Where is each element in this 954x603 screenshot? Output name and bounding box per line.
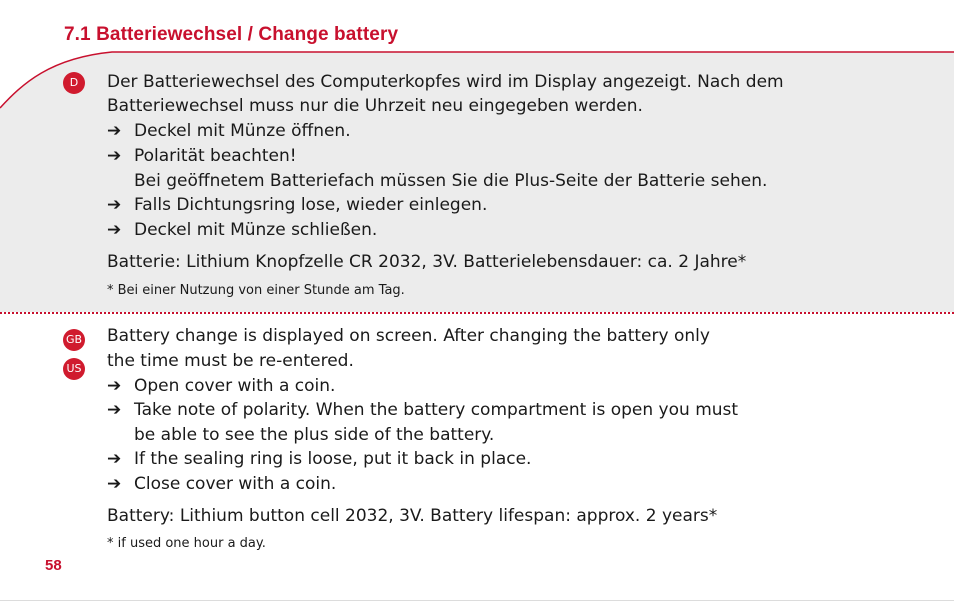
en-step-1-text: Open cover with a coin. xyxy=(134,376,336,396)
de-step-1-text: Deckel mit Münze öffnen. xyxy=(134,121,351,141)
de-step-4-text: Deckel mit Münze schließen. xyxy=(134,220,378,240)
language-badge-gb: GB xyxy=(63,329,85,351)
arrow-right-icon: ➔ xyxy=(107,195,122,215)
en-step-1 xyxy=(107,376,335,396)
en-footnote: * if used one hour a day. xyxy=(107,536,266,551)
en-step-4 xyxy=(107,474,336,494)
arrow-right-icon: ➔ xyxy=(107,376,122,396)
de-intro-line-1: Der Batteriewechsel des Computerkopfes wird im Display angezeigt. Nach dem xyxy=(107,72,784,92)
en-step-3 xyxy=(107,449,531,469)
en-step-2-continuation: be able to see the plus side of the battery. xyxy=(134,425,495,445)
section-divider xyxy=(0,312,954,314)
en-intro-line-2: the time must be re-entered. xyxy=(107,351,354,371)
section-title: 7.1 Batteriewechsel / Change battery xyxy=(64,24,399,45)
en-intro-line-1: Battery change is displayed on screen. After changing the battery only xyxy=(107,326,710,346)
arrow-right-icon: ➔ xyxy=(107,449,122,469)
de-step-3 xyxy=(107,195,487,215)
de-step-2-text: Polarität beachten! xyxy=(134,146,297,166)
de-step-3-text: Falls Dichtungsring lose, wieder einlegen. xyxy=(134,195,488,215)
de-step-2-continuation: Bei geöffnetem Batteriefach müssen Sie die Plus-Seite der Batterie sehen. xyxy=(134,171,768,191)
bottom-rule xyxy=(0,600,954,601)
de-step-1 xyxy=(107,121,351,141)
arrow-right-icon: ➔ xyxy=(107,220,122,240)
en-step-2-text: Take note of polarity. When the battery compartment is open you must xyxy=(134,400,739,420)
arrow-right-icon: ➔ xyxy=(107,474,122,494)
en-step-2 xyxy=(107,400,738,420)
arrow-right-icon: ➔ xyxy=(107,121,122,141)
de-step-2 xyxy=(107,146,297,166)
arrow-right-icon: ➔ xyxy=(107,146,122,166)
language-badge-d: D xyxy=(63,72,85,94)
de-footnote: * Bei einer Nutzung von einer Stunde am Tag. xyxy=(107,283,405,298)
page-number: 58 xyxy=(45,557,62,574)
en-battery-spec: Battery: Lithium button cell 2032, 3V. Battery lifespan: approx. 2 years* xyxy=(107,506,718,526)
de-intro-line-2: Batteriewechsel muss nur die Uhrzeit neu eingegeben werden. xyxy=(107,96,643,116)
language-badge-us: US xyxy=(63,358,85,380)
en-step-3-text: If the sealing ring is loose, put it back in place. xyxy=(134,449,532,469)
arrow-right-icon: ➔ xyxy=(107,400,122,420)
de-step-4 xyxy=(107,220,377,240)
en-step-4-text: Close cover with a coin. xyxy=(134,474,337,494)
de-battery-spec: Batterie: Lithium Knopfzelle CR 2032, 3V. Batterielebensdauer: ca. 2 Jahre* xyxy=(107,252,747,272)
